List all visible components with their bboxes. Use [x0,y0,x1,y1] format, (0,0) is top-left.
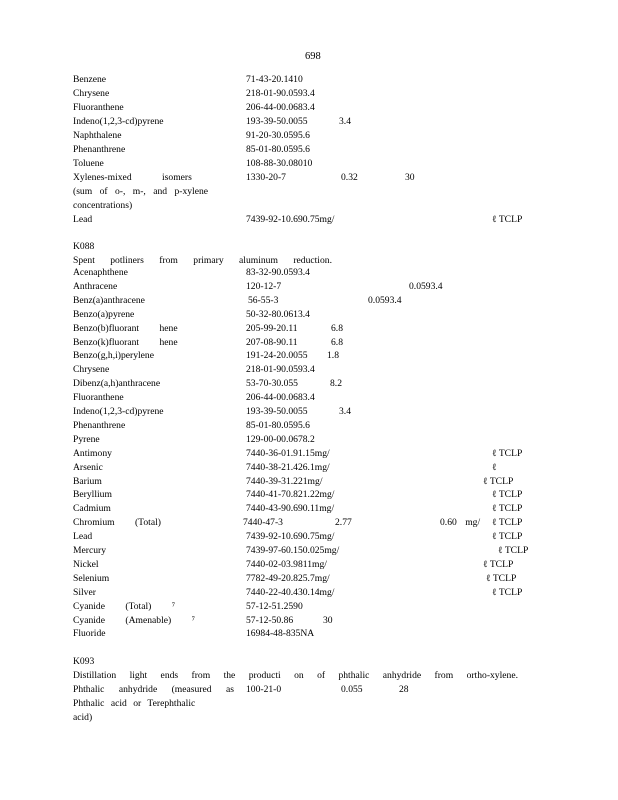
row-name: Benz(a)anthracene [73,294,145,306]
row-name: Lead [73,214,93,225]
row-name: Chromium (Total) [73,517,161,529]
row-cas: 1330-20-7 [246,172,286,183]
row-name: Benzo(k)fluorant hene [73,336,178,348]
page-number: 698 [305,51,321,62]
row-value-1: 6.8 [331,336,343,348]
row-cas: 85-01-80.0595.6 [246,144,310,155]
row-cas: 7440-47-3 [243,517,283,529]
row-cas: 129-00-00.0678.2 [246,433,315,445]
row-name: Benzene [73,74,107,85]
row-cas: 206-44-00.0683.4 [246,102,315,113]
row-cas: 218-01-90.0593.4 [246,364,315,376]
row-name: Antimony [73,447,112,459]
section-description: Distillation light ends from the producti on of phthalic anhydride from ortho-xylene. [73,670,518,681]
row-cas: 57-12-50.86 [246,614,294,626]
row-name: Toluene [73,158,104,169]
row-name: Nickel [73,558,99,570]
row-cas: 7440-41-70.821.22mg/ [246,489,335,501]
row-name: Benzo(b)fluorant hene [73,322,178,334]
row-name: concentrations) [73,200,133,211]
row-name: Selenium [73,572,110,584]
row-name: Acenaphthene [73,267,128,278]
row-name: Phthalic anhydride (measured as [73,684,234,695]
row-name: Cyanide (Amenable) ⁷ [73,614,195,626]
row-cas: 57-12-51.2590 [246,600,303,612]
row-note: ℓ TCLP [483,558,514,570]
row-name: Cyanide (Total) ⁷ [73,600,176,612]
row-cas: 7440-36-01.91.15mg/ [246,447,330,459]
row-value-1: 0.32 [341,172,358,183]
section-code: K093 [73,656,95,667]
row-cas: 83-32-90.0593.4 [246,267,310,278]
row-name: Beryllium [73,489,112,501]
row-note: ℓ [492,461,497,473]
row-cas: 16984-48-835NA [246,628,315,640]
row-name: Phenanthrene [73,144,126,155]
row-name: Fluoranthene [73,392,124,404]
row-cas: 7440-39-31.221mg/ [246,475,323,487]
row-name: Benzo(g,h,i)perylene [73,350,154,362]
row-note: ℓ TCLP [492,503,523,515]
row-note: ℓ TCLP [492,586,523,598]
section-description: Spent potliners from primary aluminum reduction. [73,255,332,266]
row-value-1: 6.8 [331,322,343,334]
row-cas: 7440-43-90.690.11mg/ [246,503,335,515]
row-cas: 206-44-00.0683.4 [246,392,315,404]
row-name: Barium [73,475,102,487]
row-name: Naphthalene [73,130,122,141]
row-name: Benzo(a)pyrene [73,308,135,320]
row-cas: 7439-92-10.690.75mg/ [246,531,335,543]
row-value-1: 0.0593.4 [368,294,402,306]
row-name: Cadmium [73,503,111,515]
row-cas: 191-24-20.0055 [246,350,308,362]
row-note: ℓ TCLP [492,447,523,459]
row-name: Fluoranthene [73,102,124,113]
row-note: ℓ TCLP [492,517,523,529]
row-cas: 91-20-30.0595.6 [246,130,310,141]
row-value-1: 3.4 [339,406,351,417]
row-name: Pyrene [73,433,100,445]
row-note: ℓ TCLP [492,489,523,501]
row-name: Lead [73,531,93,543]
row-name: Phenanthrene [73,419,126,431]
row-cas: 207-08-90.11 [246,336,298,348]
row-cas: 108-88-30.08010 [246,158,313,169]
row-name: Indeno(1,2,3-cd)pyrene [73,406,164,417]
row-value-1: 0.0593.4 [409,280,443,292]
row-name: Chrysene [73,364,110,376]
row-cas: 7439-92-10.690.75mg/ [246,214,335,225]
row-name: Chrysene [73,88,110,99]
row-value-2: 28 [399,684,409,695]
row-cas: 7439-97-60.150.025mg/ [246,545,340,556]
row-name: Phthalic acid or Terephthalic [73,698,196,709]
row-cas: 71-43-20.1410 [246,74,303,85]
row-name: Fluoride [73,628,106,640]
row-note: ℓ TCLP [486,572,517,584]
row-name: acid) [73,712,93,723]
row-cas: 100-21-0 [246,684,282,695]
row-cas: 120-12-7 [246,280,282,292]
row-name: Arsenic [73,461,103,473]
row-cas: 7440-38-21.426.1mg/ [246,461,330,473]
row-cas: 205-99-20.11 [246,322,298,334]
row-value-1: 8.2 [330,378,342,390]
row-cas: 7440-02-03.9811mg/ [246,558,327,570]
row-cas: 50-32-80.0613.4 [246,308,310,320]
row-name: Dibenz(a,h)anthracene [73,378,161,390]
row-cas: 53-70-30.055 [246,378,298,390]
row-cas: 218-01-90.0593.4 [246,88,315,99]
row-cas: 85-01-80.0595.6 [246,419,310,431]
row-value-1: 1.8 [327,350,339,362]
row-note: ℓ TCLP [483,475,514,487]
row-name: Silver [73,586,96,598]
row-cas: 7782-49-20.825.7mg/ [246,572,330,584]
row-note: ℓ TCLP [498,545,529,556]
row-value-1: 2.77 [335,517,352,529]
row-name: Mercury [73,545,107,556]
row-value-1: 3.4 [339,116,351,127]
row-value-1: 30 [323,614,333,626]
row-name: Indeno(1,2,3-cd)pyrene [73,116,164,127]
row-value-2: 30 [405,172,415,183]
row-value-2: 0.60 mg/ [440,517,481,529]
section-code: K088 [73,241,95,252]
row-name: Xylenes-mixed isomers [73,172,192,183]
row-cas: 193-39-50.0055 [246,116,308,127]
row-note: ℓ TCLP [492,531,523,543]
row-value-1: 0.055 [341,684,363,695]
row-name: Anthracene [73,280,118,292]
row-note: ℓ TCLP [492,214,523,225]
row-cas: 56-55-3 [248,294,279,306]
row-cas: 7440-22-40.430.14mg/ [246,586,335,598]
row-name: (sum of o-, m-, and p-xylene [73,186,209,197]
row-cas: 193-39-50.0055 [246,406,308,417]
